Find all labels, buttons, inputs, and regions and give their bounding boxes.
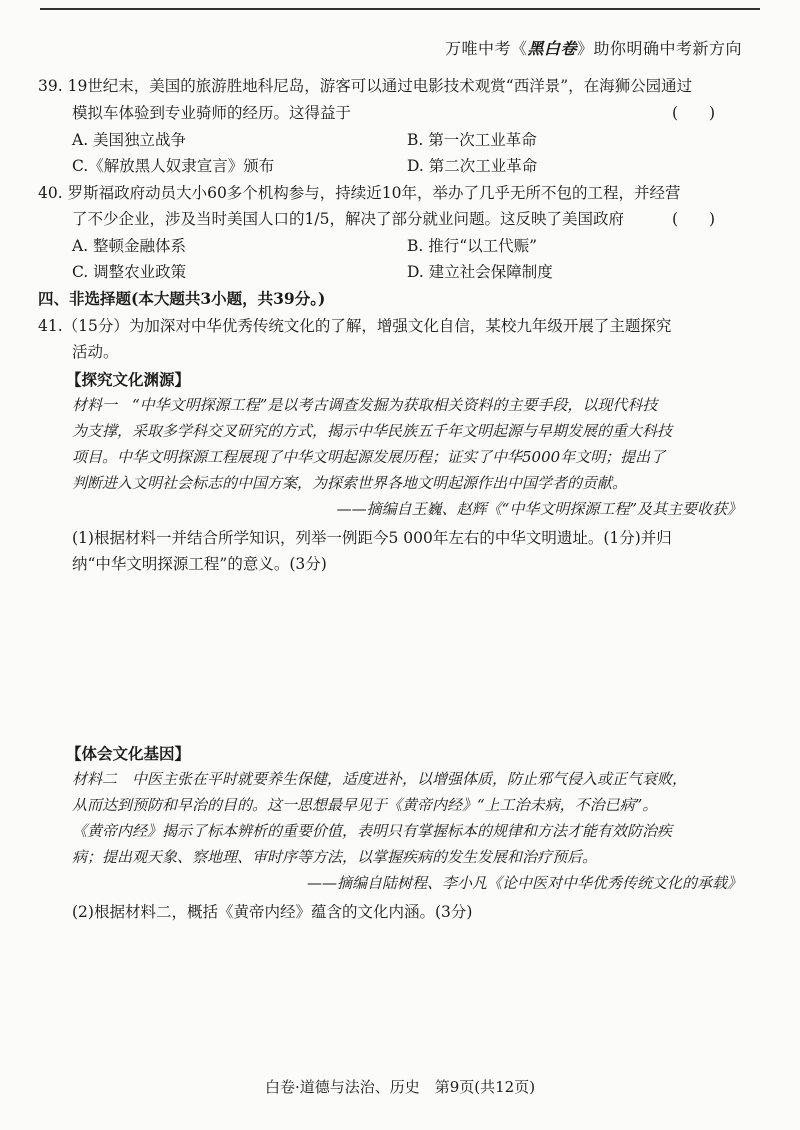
q40-option-b: B. 推行“以工代赈” [407, 237, 538, 255]
material2-line: 从而达到预防和早治的目的。这一思想最早见于《黄帝内经》“上工治未病，不治已病”。 [72, 796, 658, 814]
part2-heading: 【体会文化基因】 [66, 744, 191, 763]
material2-citation: ——摘编自陆树程、李小凡《论中医对中华优秀传统文化的承载》 [306, 874, 742, 892]
q40-line2: 了不少企业，涉及当时美国人口的1/5，解决了部分就业问题。这反映了美国政府 [72, 210, 624, 228]
material1-line: 为支撑，采取多学科交叉研究的方式，揭示中华民族五千年文明起源与早期发展的重大科技 [72, 422, 673, 440]
material2-line: 材料二 中医主张在平时就要养生保健，适度进补，以增强体质，防止邪气侵入或正气衰败， [72, 770, 688, 788]
material1-line: 材料一 “中华文明探源工程”是以考古调查发掘为获取相关资料的主要手段，以现代科技 [72, 396, 658, 414]
q39-option-c: C.《解放黑人奴隶宣言》颁布 [72, 157, 275, 175]
q39-line2: 模拟车体验到专业骑师的经历。这得益于 [72, 104, 352, 122]
material1-line: 判断进入文明社会标志的中国方案，为探索世界各地文明起源作出中国学者的贡献。 [72, 474, 628, 492]
part2-question: (2)根据材料二，概括《黄帝内经》蕴含的文化内涵。(3分) [72, 903, 473, 921]
material1-citation: ——摘编自王巍、赵辉《“中华文明探源工程”及其主要收获》 [336, 500, 742, 518]
part1-question-line1: (1)根据材料一并结合所学知识，列举一例距今5 000年左右的中华文明遗址。(1分)并归 [72, 529, 672, 547]
material2-line: 病；提出观天象、察地理、审时序等方法，以掌握疾病的发生发展和治疗预后。 [72, 848, 598, 866]
material1-line: 项目。中华文明探源工程展现了中华文明起源发展历程；证实了中华5000年文明；提出了 [72, 448, 666, 466]
header-brand: 黑白卷 [527, 39, 577, 58]
material2-line: 《黄帝内经》揭示了标本辨析的重要价值，表明只有掌握标本的规律和方法才能有效防治疾 [72, 822, 673, 840]
q41-line1: 41.（15分）为加深对中华优秀传统文化的了解，增强文化自信，某校九年级开展了主题探究 [38, 317, 672, 335]
header-prefix: 万唯中考《 [444, 39, 528, 58]
q41-line2: 活动。 [72, 343, 119, 361]
q40-answer-paren: ( ) [672, 210, 716, 228]
page-footer: 白卷·道德与法治、历史 第9页(共12页) [264, 1078, 536, 1096]
top-border [40, 8, 760, 10]
q40-option-d: D. 建立社会保障制度 [407, 263, 553, 281]
part1-heading: 【探究文化渊源】 [66, 370, 191, 389]
section-title: 四、非选择题(本大题共3小题，共39分。) [38, 289, 326, 308]
q39-option-b: B. 第一次工业革命 [407, 131, 537, 149]
q40-option-c: C. 调整农业政策 [72, 263, 187, 281]
header-suffix: 》助你明确中考新方向 [576, 39, 742, 58]
q39-option-d: D. 第二次工业革命 [407, 157, 538, 175]
page-header [445, 36, 742, 59]
q39-line1: 39. 19世纪末，美国的旅游胜地科尼岛，游客可以通过电影技术观赏“西洋景”，在海狮公园通过 [38, 77, 693, 95]
q40-option-a: A. 整顿金融体系 [72, 237, 187, 255]
q39-option-a: A. 美国独立战争 [72, 131, 187, 149]
part1-question-line2: 纳“中华文明探源工程”的意义。(3分) [72, 555, 327, 573]
q40-line1: 40. 罗斯福政府动员大小60多个机构参与，持续近10年，举办了几乎无所不包的工程，并经营 [38, 184, 681, 202]
q39-answer-paren: ( ) [672, 104, 716, 122]
